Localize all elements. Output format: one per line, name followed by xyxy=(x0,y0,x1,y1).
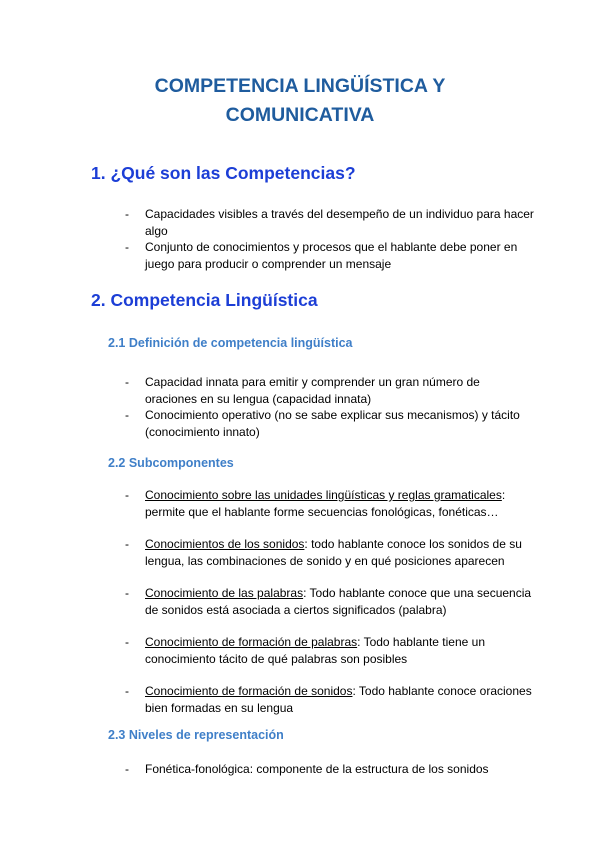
subsection-2-1-heading: 2.1 Definición de competencia lingüística xyxy=(108,336,353,350)
bullet-dash: - xyxy=(125,684,129,698)
list-item-text: : Todo hablante tiene un conocimiento tácito de qué palabras son posibles xyxy=(145,635,486,666)
list-item-text: : todo hablante conoce los sonidos de su lengua, las combinaciones de sonido y en qué posiciones aparecen xyxy=(145,537,522,568)
list-item-text: : permite que el hablante forme secuencias fonológicas, fonéticas… xyxy=(145,488,506,519)
list-item-text: Capacidad innata para emitir y comprender un gran número de oraciones en su lengua (capacidad innata) xyxy=(145,375,480,406)
subsection-2-2-bullets xyxy=(125,487,535,732)
list-item xyxy=(125,239,535,272)
bullet-dash: - xyxy=(125,635,129,649)
subsection-2-2-heading: 2.2 Subcomponentes xyxy=(108,456,234,470)
list-item-text: Capacidades visibles a través del desempeño de un individuo para hacer algo xyxy=(145,207,534,238)
list-item-text: Conocimiento operativo (no se sabe explicar sus mecanismos) y tácito (conocimiento innato) xyxy=(145,408,520,439)
bullet-dash: - xyxy=(125,240,129,254)
list-item xyxy=(125,374,535,407)
section-1-bullets xyxy=(125,206,535,272)
list-item xyxy=(125,761,535,778)
list-item-text: : Todo hablante conoce que una secuencia de sonidos está asociada a ciertos significados (palabra) xyxy=(145,586,532,617)
bullet-dash: - xyxy=(125,408,129,422)
list-item xyxy=(125,536,535,569)
bullet-dash: - xyxy=(125,762,129,776)
subsection-2-3-heading: 2.3 Niveles de representación xyxy=(108,728,284,742)
list-item-text: : Todo hablante conoce oraciones bien formadas en su lengua xyxy=(145,684,532,715)
list-item-term: Conocimiento de formación de palabras xyxy=(145,635,358,649)
list-item-term: Conocimientos de los sonidos xyxy=(145,537,305,551)
list-item-term: Conocimiento de las palabras xyxy=(145,586,304,600)
title-line-1: COMPETENCIA LINGÜÍSTICA Y xyxy=(154,75,446,97)
title-line-2: COMUNICATIVA xyxy=(225,104,375,126)
section-2-heading: 2. Competencia Lingüística xyxy=(91,290,318,310)
subsection-2-1-bullets xyxy=(125,374,535,440)
bullet-dash: - xyxy=(125,207,129,221)
list-item-text: Conjunto de conocimientos y procesos que el hablante debe poner en juego para producir o comprender un mensaje xyxy=(145,240,518,271)
document-title xyxy=(60,72,540,130)
list-item xyxy=(125,206,535,239)
bullet-dash: - xyxy=(125,488,129,502)
list-item xyxy=(125,634,535,667)
section-1-heading: 1. ¿Qué son las Competencias? xyxy=(91,163,356,183)
bullet-dash: - xyxy=(125,375,129,389)
bullet-dash: - xyxy=(125,586,129,600)
list-item-term: Conocimiento sobre las unidades lingüísticas y reglas gramaticales xyxy=(145,488,502,502)
bullet-dash: - xyxy=(125,537,129,551)
list-item xyxy=(125,407,535,440)
list-item xyxy=(125,585,535,618)
list-item-term: Conocimiento de formación de sonidos xyxy=(145,684,353,698)
list-item-text: Fonética-fonológica: componente de la estructura de los sonidos xyxy=(145,762,489,776)
list-item xyxy=(125,487,535,520)
list-item xyxy=(125,683,535,716)
subsection-2-3-bullets xyxy=(125,761,535,778)
